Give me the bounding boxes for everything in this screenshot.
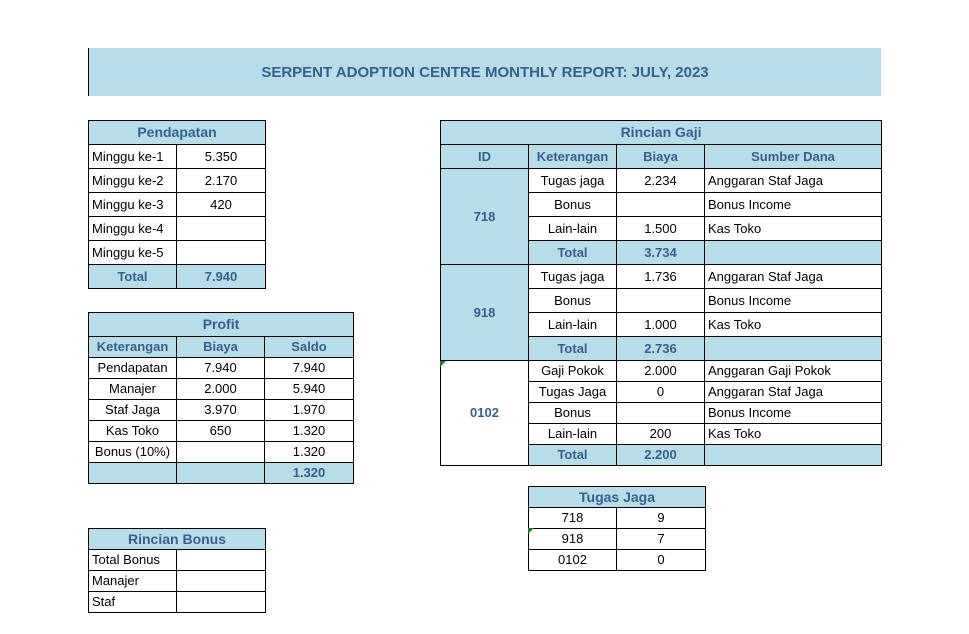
gaji-biaya[interactable]: 200 [617, 424, 705, 445]
profit-biaya[interactable]: 650 [177, 421, 265, 442]
gaji-keterangan[interactable]: Tugas Jaga [529, 382, 617, 403]
bonus-value[interactable] [177, 571, 266, 592]
gaji-total-label[interactable]: Total [529, 337, 617, 361]
comment-indicator-icon [528, 528, 534, 534]
gaji-biaya[interactable]: 0 [617, 382, 705, 403]
pendapatan-label[interactable]: Minggu ke-4 [89, 217, 177, 241]
header-row [441, 145, 882, 169]
pendapatan-value[interactable] [177, 217, 266, 241]
gaji-sumber[interactable]: Anggaran Staf Jaga [705, 382, 882, 403]
tugas-jaga-count[interactable]: 9 [617, 508, 706, 529]
profit-table [88, 312, 354, 484]
bonus-label[interactable]: Manajer [89, 571, 177, 592]
table-row [89, 169, 266, 193]
pendapatan-total-label[interactable]: Total [89, 265, 177, 289]
table-row [529, 508, 706, 529]
column-header: ID [441, 145, 529, 169]
gaji-keterangan[interactable]: Gaji Pokok [529, 361, 617, 382]
pendapatan-label[interactable]: Minggu ke-1 [89, 145, 177, 169]
table-row [89, 193, 266, 217]
total-row [89, 463, 354, 484]
profit-keterangan[interactable]: Manajer [89, 379, 177, 400]
profit-saldo[interactable]: 7.940 [265, 358, 354, 379]
gaji-total-blank[interactable] [705, 241, 882, 265]
gaji-sumber[interactable]: Bonus Income [705, 193, 882, 217]
profit-keterangan[interactable]: Kas Toko [89, 421, 177, 442]
gaji-biaya[interactable] [617, 193, 705, 217]
bonus-value[interactable] [177, 550, 266, 571]
gaji-keterangan[interactable]: Tugas jaga [529, 169, 617, 193]
gaji-sumber[interactable]: Bonus Income [705, 403, 882, 424]
table-row [89, 145, 266, 169]
gaji-biaya[interactable] [617, 403, 705, 424]
comment-indicator-icon [440, 361, 446, 367]
profit-final-saldo[interactable]: 1.320 [265, 463, 354, 484]
gaji-biaya[interactable]: 1.500 [617, 217, 705, 241]
gaji-biaya[interactable]: 1.736 [617, 265, 705, 289]
header-row [89, 337, 354, 358]
tugas-jaga-title: Tugas Jaga [529, 487, 706, 508]
pendapatan-label[interactable]: Minggu ke-5 [89, 241, 177, 265]
gaji-total-blank[interactable] [705, 337, 882, 361]
gaji-biaya[interactable]: 1.000 [617, 313, 705, 337]
tugas-jaga-id[interactable]: 918 [529, 529, 617, 550]
table-row [89, 217, 266, 241]
profit-keterangan[interactable]: Pendapatan [89, 358, 177, 379]
gaji-keterangan[interactable]: Bonus [529, 289, 617, 313]
tugas-jaga-count[interactable]: 0 [617, 550, 706, 571]
column-header: Sumber Dana [705, 145, 882, 169]
rincian-gaji-table [440, 120, 882, 466]
rincian-bonus-table [88, 528, 266, 613]
profit-total-blank[interactable] [177, 463, 265, 484]
column-header: Biaya [617, 145, 705, 169]
column-header: Biaya [177, 337, 265, 358]
pendapatan-label[interactable]: Minggu ke-3 [89, 193, 177, 217]
profit-title: Profit [89, 313, 354, 337]
table-row [89, 379, 354, 400]
table-row [89, 400, 354, 421]
profit-biaya[interactable]: 2.000 [177, 379, 265, 400]
profit-total-blank[interactable] [89, 463, 177, 484]
profit-saldo[interactable]: 5.940 [265, 379, 354, 400]
gaji-biaya[interactable]: 2.000 [617, 361, 705, 382]
gaji-keterangan[interactable]: Tugas jaga [529, 265, 617, 289]
table-row [89, 592, 266, 613]
pendapatan-value[interactable] [177, 241, 266, 265]
gaji-total-label[interactable]: Total [529, 445, 617, 466]
gaji-sumber[interactable]: Anggaran Staf Jaga [705, 265, 882, 289]
pendapatan-value[interactable]: 5.350 [177, 145, 266, 169]
gaji-sumber[interactable]: Bonus Income [705, 289, 882, 313]
gaji-sumber[interactable]: Anggaran Gaji Pokok [705, 361, 882, 382]
gaji-sumber[interactable]: Kas Toko [705, 217, 882, 241]
tugas-jaga-table [528, 486, 706, 571]
profit-saldo[interactable]: 1.320 [265, 442, 354, 463]
total-row [89, 265, 266, 289]
table-row [89, 241, 266, 265]
tugas-jaga-id[interactable]: 718 [529, 508, 617, 529]
table-row [441, 361, 882, 382]
pendapatan-value[interactable]: 2.170 [177, 169, 266, 193]
gaji-total-blank[interactable] [705, 445, 882, 466]
profit-biaya[interactable]: 7.940 [177, 358, 265, 379]
employee-id[interactable]: 918 [441, 265, 529, 361]
pendapatan-label[interactable]: Minggu ke-2 [89, 169, 177, 193]
table-row [89, 358, 354, 379]
gaji-keterangan[interactable]: Lain-lain [529, 424, 617, 445]
gaji-biaya[interactable]: 2.234 [617, 169, 705, 193]
bonus-label[interactable]: Staf [89, 592, 177, 613]
column-header: Keterangan [529, 145, 617, 169]
gaji-keterangan[interactable]: Bonus [529, 193, 617, 217]
pendapatan-total-value[interactable]: 7.940 [177, 265, 266, 289]
table-row [441, 265, 882, 289]
gaji-keterangan[interactable]: Lain-lain [529, 217, 617, 241]
rincian-bonus-title: Rincian Bonus [89, 529, 266, 550]
table-row [89, 442, 354, 463]
pendapatan-title: Pendapatan [89, 121, 266, 145]
column-header: Saldo [265, 337, 354, 358]
employee-id[interactable]: 0102 [441, 361, 529, 466]
gaji-total-label[interactable]: Total [529, 241, 617, 265]
column-header: Keterangan [89, 337, 177, 358]
rincian-gaji-title: Rincian Gaji [441, 121, 882, 145]
table-row [89, 421, 354, 442]
pendapatan-value[interactable]: 420 [177, 193, 266, 217]
tugas-jaga-id[interactable]: 0102 [529, 550, 617, 571]
gaji-keterangan[interactable]: Bonus [529, 403, 617, 424]
profit-saldo[interactable]: 1.970 [265, 400, 354, 421]
profit-keterangan[interactable]: Staf Jaga [89, 400, 177, 421]
gaji-total-value[interactable]: 2.200 [617, 445, 705, 466]
table-row [89, 571, 266, 592]
gaji-biaya[interactable] [617, 289, 705, 313]
profit-saldo[interactable]: 1.320 [265, 421, 354, 442]
report-title: SERPENT ADOPTION CENTRE MONTHLY REPORT: JULY, 2023 [88, 48, 881, 96]
bonus-value[interactable] [177, 592, 266, 613]
table-row [89, 550, 266, 571]
tugas-jaga-count[interactable]: 7 [617, 529, 706, 550]
profit-keterangan[interactable]: Bonus (10%) [89, 442, 177, 463]
employee-id[interactable]: 718 [441, 169, 529, 265]
profit-biaya[interactable]: 3.970 [177, 400, 265, 421]
table-row [529, 550, 706, 571]
gaji-keterangan[interactable]: Lain-lain [529, 313, 617, 337]
bonus-label[interactable]: Total Bonus [89, 550, 177, 571]
gaji-sumber[interactable]: Kas Toko [705, 313, 882, 337]
gaji-total-value[interactable]: 3.734 [617, 241, 705, 265]
gaji-sumber[interactable]: Anggaran Staf Jaga [705, 169, 882, 193]
gaji-sumber[interactable]: Kas Toko [705, 424, 882, 445]
table-row [529, 529, 706, 550]
table-row [441, 169, 882, 193]
profit-biaya[interactable] [177, 442, 265, 463]
pendapatan-table [88, 120, 266, 289]
gaji-total-value[interactable]: 2.736 [617, 337, 705, 361]
